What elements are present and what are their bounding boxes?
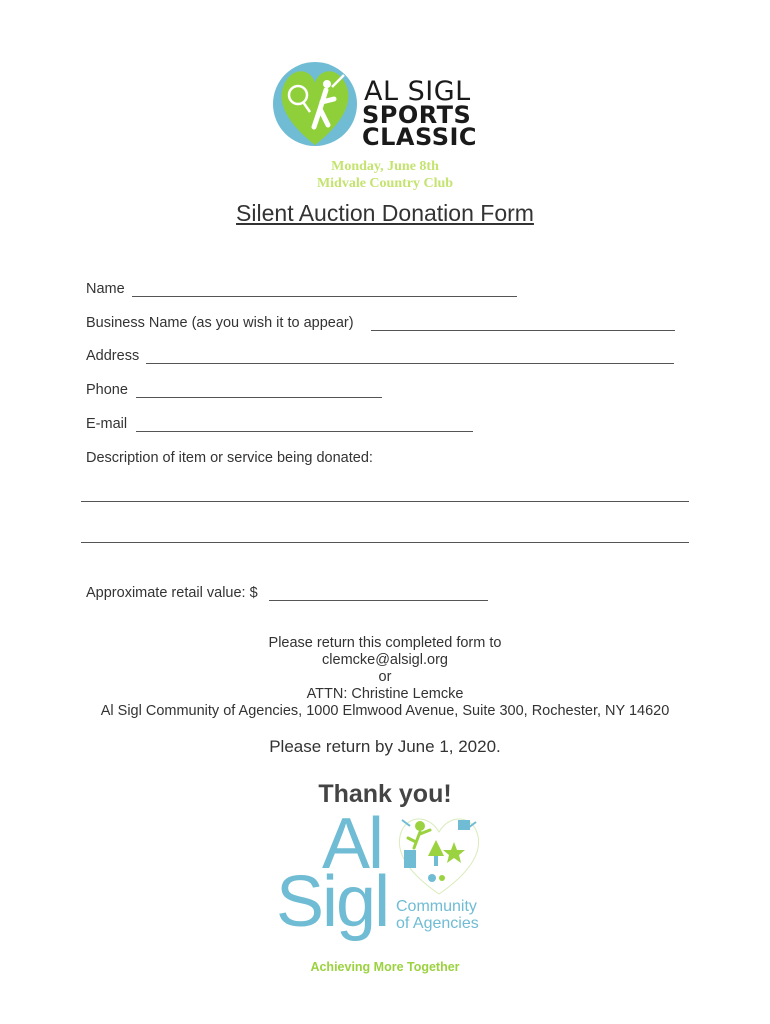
- logo-line-2: SPORTS: [362, 101, 472, 129]
- return-deadline: Please return by June 1, 2020.: [269, 737, 501, 756]
- phone-field-line[interactable]: [136, 397, 382, 398]
- business-name-field-line[interactable]: [371, 330, 675, 331]
- retail-value-label: Approximate retail value: $: [86, 585, 258, 601]
- logo-community-line-1: Community: [396, 898, 477, 915]
- name-field-line[interactable]: [132, 296, 517, 297]
- building-icon: [404, 850, 416, 868]
- return-or: or: [378, 669, 392, 685]
- return-email: clemcke@alsigl.org: [322, 652, 448, 668]
- tree-icon: [428, 840, 444, 856]
- logo-al: Al: [322, 804, 383, 884]
- event-date: Monday, June 8th: [331, 159, 439, 174]
- logo-community-line-2: of Agencies: [396, 915, 479, 932]
- gift-icon: [458, 820, 470, 830]
- return-attn: ATTN: Christine Lemcke: [306, 686, 464, 702]
- description-line-2[interactable]: [81, 542, 689, 543]
- return-instructions: Please return this completed form to: [268, 635, 502, 651]
- community-heart-icon: [392, 812, 486, 896]
- email-label: E-mail: [86, 416, 128, 432]
- return-address: Al Sigl Community of Agencies, 1000 Elmwood Avenue, Suite 300, Rochester, NY 14620: [100, 703, 670, 719]
- ball-icon: [428, 874, 436, 882]
- address-field-line[interactable]: [146, 363, 674, 364]
- tagline: Achieving More Together: [310, 960, 460, 974]
- business-name-label: Business Name (as you wish it to appear): [86, 315, 354, 331]
- thank-you-heading: Thank you!: [318, 780, 452, 808]
- description-label: Description of item or service being donated:: [86, 450, 373, 466]
- form-title: Silent Auction Donation Form: [236, 200, 534, 226]
- logo-line-1: AL SIGL: [364, 76, 471, 107]
- email-field-line[interactable]: [136, 431, 473, 432]
- address-label: Address: [86, 348, 140, 364]
- logo-line-3: CLASSIC: [362, 123, 478, 151]
- phone-label: Phone: [86, 382, 128, 398]
- event-venue: Midvale Country Club: [316, 176, 454, 191]
- retail-value-field-line[interactable]: [269, 600, 488, 601]
- star-icon: [443, 842, 465, 863]
- description-line-1[interactable]: [81, 501, 689, 502]
- figure-icon: [415, 821, 425, 831]
- name-label: Name: [86, 281, 125, 297]
- logo-sigl: Sigl: [276, 862, 389, 942]
